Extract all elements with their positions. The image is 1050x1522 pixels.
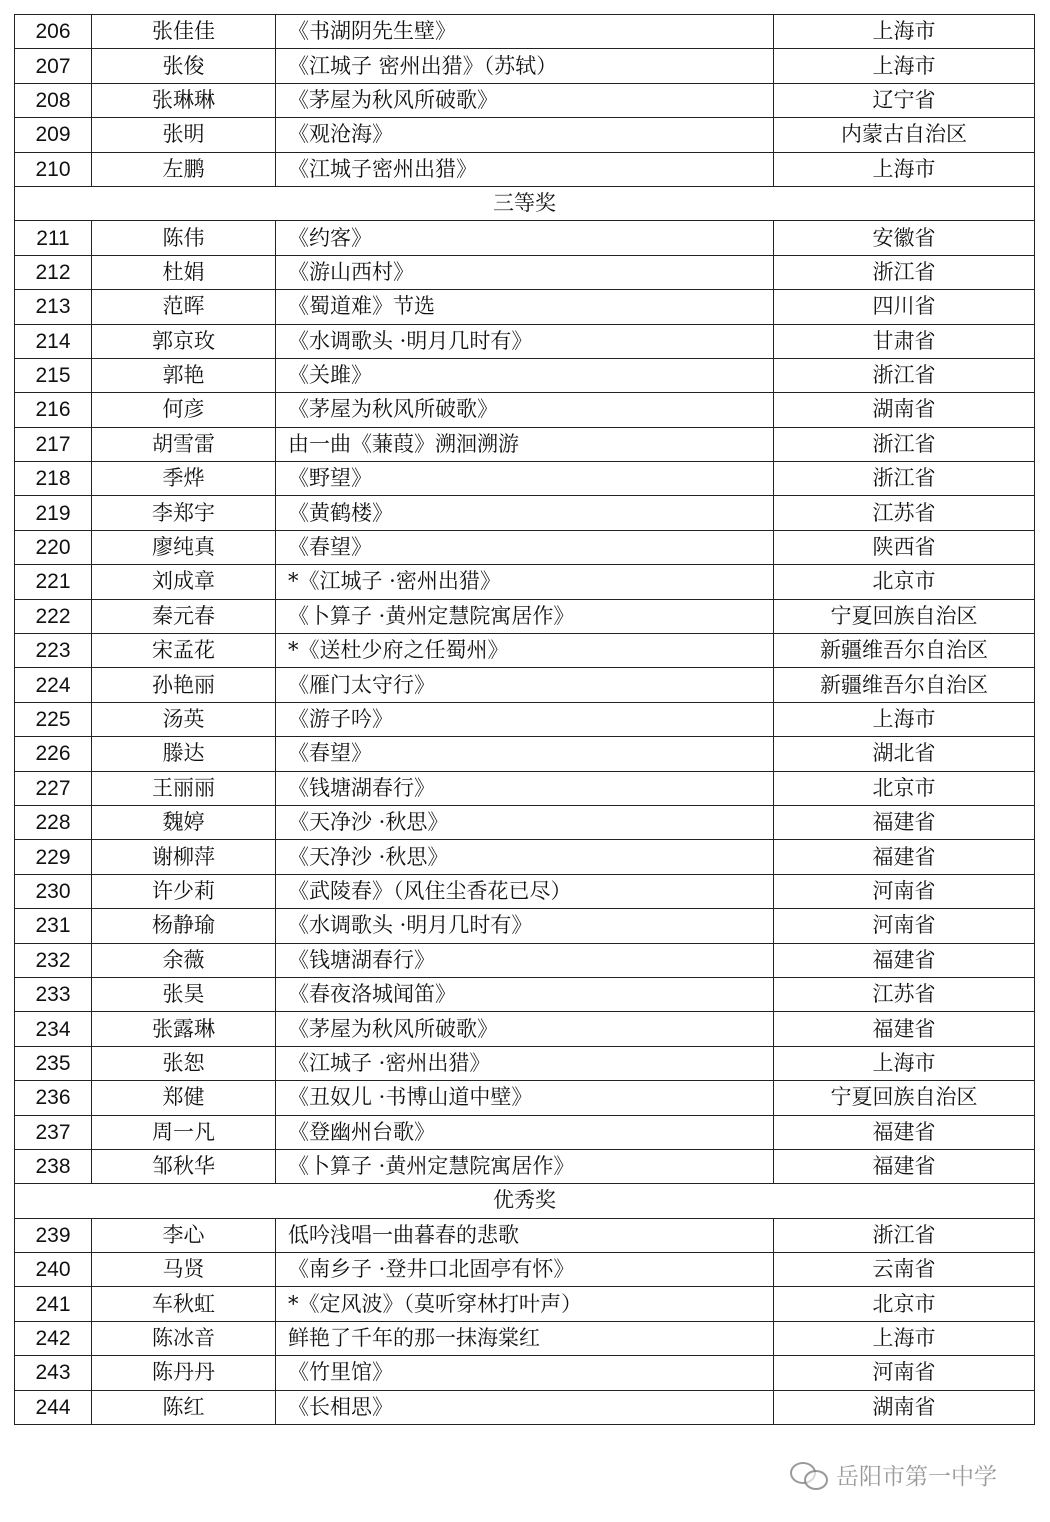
table-row <box>15 83 1035 117</box>
award-list-table <box>14 14 1035 1425</box>
row-number: 230 <box>15 874 92 908</box>
row-number: 234 <box>15 1012 92 1046</box>
work-title: 《观沧海》 <box>276 118 774 152</box>
participant-name: 陈冰音 <box>92 1321 276 1355</box>
work-title: 《游山西村》 <box>276 255 774 289</box>
province: 江苏省 <box>774 977 1035 1011</box>
table-row <box>15 49 1035 83</box>
participant-name: 季烨 <box>92 462 276 496</box>
province: 湖南省 <box>774 393 1035 427</box>
participant-name: 宋孟花 <box>92 634 276 668</box>
participant-name: 王丽丽 <box>92 771 276 805</box>
row-number: 215 <box>15 358 92 392</box>
table-row <box>15 805 1035 839</box>
work-title: 鲜艳了千年的那一抹海棠红 <box>276 1321 774 1355</box>
participant-name: 周一凡 <box>92 1115 276 1149</box>
province: 辽宁省 <box>774 83 1035 117</box>
province: 上海市 <box>774 702 1035 736</box>
row-number: 239 <box>15 1218 92 1252</box>
work-title: 《钱塘湖春行》 <box>276 943 774 977</box>
work-title: 《卜算子 ·黄州定慧院寓居作》 <box>276 1149 774 1183</box>
province: 福建省 <box>774 1012 1035 1046</box>
province: 安徽省 <box>774 221 1035 255</box>
row-number: 244 <box>15 1390 92 1424</box>
table-row <box>15 290 1035 324</box>
work-title: 《天净沙 ·秋思》 <box>276 840 774 874</box>
work-title: 《长相思》 <box>276 1390 774 1424</box>
table-row <box>15 496 1035 530</box>
row-number: 220 <box>15 530 92 564</box>
table-row <box>15 1390 1035 1424</box>
work-title: *《送杜少府之任蜀州》 <box>276 634 774 668</box>
work-title: 《水调歌头 ·明月几时有》 <box>276 324 774 358</box>
row-number: 212 <box>15 255 92 289</box>
participant-name: 廖纯真 <box>92 530 276 564</box>
participant-name: 杜娟 <box>92 255 276 289</box>
work-title: 《茅屋为秋风所破歌》 <box>276 83 774 117</box>
table-row <box>15 1356 1035 1390</box>
table-row <box>15 943 1035 977</box>
row-number: 228 <box>15 805 92 839</box>
row-number: 222 <box>15 599 92 633</box>
participant-name: 邹秋华 <box>92 1149 276 1183</box>
participant-name: 陈伟 <box>92 221 276 255</box>
province: 河南省 <box>774 1356 1035 1390</box>
row-number: 240 <box>15 1253 92 1287</box>
table-row <box>15 874 1035 908</box>
row-number: 238 <box>15 1149 92 1183</box>
participant-name: 张俊 <box>92 49 276 83</box>
work-title: 《武陵春》（风住尘香花已尽） <box>276 874 774 908</box>
table-row <box>15 977 1035 1011</box>
table-row <box>15 737 1035 771</box>
participant-name: 杨静瑜 <box>92 909 276 943</box>
province: 上海市 <box>774 15 1035 49</box>
work-title: 《黄鹤楼》 <box>276 496 774 530</box>
table-row <box>15 1115 1035 1149</box>
row-number: 216 <box>15 393 92 427</box>
row-number: 211 <box>15 221 92 255</box>
table-row <box>15 668 1035 702</box>
table-row <box>15 840 1035 874</box>
row-number: 229 <box>15 840 92 874</box>
work-title: 《书湖阴先生壁》 <box>276 15 774 49</box>
participant-name: 刘成章 <box>92 565 276 599</box>
row-number: 236 <box>15 1081 92 1115</box>
province: 云南省 <box>774 1253 1035 1287</box>
province: 湖北省 <box>774 737 1035 771</box>
work-title: 《春望》 <box>276 530 774 564</box>
row-number: 225 <box>15 702 92 736</box>
province: 新疆维吾尔自治区 <box>774 634 1035 668</box>
province: 上海市 <box>774 152 1035 186</box>
table-row <box>15 1218 1035 1252</box>
row-number: 233 <box>15 977 92 1011</box>
table-row <box>15 427 1035 461</box>
province: 上海市 <box>774 1046 1035 1080</box>
row-number: 224 <box>15 668 92 702</box>
table-row <box>15 152 1035 186</box>
table-row <box>15 702 1035 736</box>
province: 北京市 <box>774 565 1035 599</box>
province: 福建省 <box>774 805 1035 839</box>
table-row <box>15 221 1035 255</box>
work-title: 《水调歌头 ·明月几时有》 <box>276 909 774 943</box>
table-row <box>15 1149 1035 1183</box>
work-title: 《茅屋为秋风所破歌》 <box>276 393 774 427</box>
participant-name: 左鹏 <box>92 152 276 186</box>
work-title: 《钱塘湖春行》 <box>276 771 774 805</box>
table-row <box>15 599 1035 633</box>
work-title: 《卜算子 ·黄州定慧院寓居作》 <box>276 599 774 633</box>
province: 上海市 <box>774 49 1035 83</box>
participant-name: 汤英 <box>92 702 276 736</box>
participant-name: 李郑宇 <box>92 496 276 530</box>
province: 四川省 <box>774 290 1035 324</box>
table-row <box>15 1012 1035 1046</box>
work-title: 《登幽州台歌》 <box>276 1115 774 1149</box>
table-row <box>15 530 1035 564</box>
participant-name: 张露琳 <box>92 1012 276 1046</box>
province: 河南省 <box>774 909 1035 943</box>
row-number: 243 <box>15 1356 92 1390</box>
row-number: 242 <box>15 1321 92 1355</box>
watermark <box>790 1458 997 1491</box>
province: 内蒙古自治区 <box>774 118 1035 152</box>
row-number: 227 <box>15 771 92 805</box>
participant-name: 陈丹丹 <box>92 1356 276 1390</box>
table-row <box>15 15 1035 49</box>
participant-name: 秦元春 <box>92 599 276 633</box>
wechat-icon <box>790 1460 830 1490</box>
table-row <box>15 1321 1035 1355</box>
row-number: 226 <box>15 737 92 771</box>
province: 上海市 <box>774 1321 1035 1355</box>
row-number: 232 <box>15 943 92 977</box>
table-row <box>15 393 1035 427</box>
participant-name: 许少莉 <box>92 874 276 908</box>
participant-name: 张昊 <box>92 977 276 1011</box>
participant-name: 范晖 <box>92 290 276 324</box>
participant-name: 滕达 <box>92 737 276 771</box>
province: 浙江省 <box>774 462 1035 496</box>
table-row <box>15 1081 1035 1115</box>
table-row <box>15 1253 1035 1287</box>
table-row <box>15 358 1035 392</box>
table-row <box>15 1046 1035 1080</box>
work-title: 《关雎》 <box>276 358 774 392</box>
province: 宁夏回族自治区 <box>774 1081 1035 1115</box>
table-row <box>15 565 1035 599</box>
award-section-header <box>15 186 1035 220</box>
work-title: 《天净沙 ·秋思》 <box>276 805 774 839</box>
work-title: 《江城子 ·密州出猎》 <box>276 1046 774 1080</box>
province: 北京市 <box>774 771 1035 805</box>
row-number: 219 <box>15 496 92 530</box>
province: 北京市 <box>774 1287 1035 1321</box>
province: 陕西省 <box>774 530 1035 564</box>
province: 河南省 <box>774 874 1035 908</box>
row-number: 237 <box>15 1115 92 1149</box>
province: 甘肃省 <box>774 324 1035 358</box>
award-section-header <box>15 1184 1035 1218</box>
row-number: 223 <box>15 634 92 668</box>
province: 浙江省 <box>774 1218 1035 1252</box>
table-row <box>15 255 1035 289</box>
participant-name: 郭京玫 <box>92 324 276 358</box>
row-number: 231 <box>15 909 92 943</box>
row-number: 207 <box>15 49 92 83</box>
work-title: 《春夜洛城闻笛》 <box>276 977 774 1011</box>
table-row <box>15 118 1035 152</box>
participant-name: 魏婷 <box>92 805 276 839</box>
province: 宁夏回族自治区 <box>774 599 1035 633</box>
participant-name: 张恕 <box>92 1046 276 1080</box>
work-title: 《蜀道难》节选 <box>276 290 774 324</box>
work-title: 《雁门太守行》 <box>276 668 774 702</box>
work-title: *《定风波》（莫听穿林打叶声） <box>276 1287 774 1321</box>
row-number: 241 <box>15 1287 92 1321</box>
province: 湖南省 <box>774 1390 1035 1424</box>
row-number: 221 <box>15 565 92 599</box>
table-row <box>15 462 1035 496</box>
work-title: 《约客》 <box>276 221 774 255</box>
participant-name: 胡雪雷 <box>92 427 276 461</box>
participant-name: 李心 <box>92 1218 276 1252</box>
participant-name: 马贤 <box>92 1253 276 1287</box>
work-title: 《野望》 <box>276 462 774 496</box>
row-number: 206 <box>15 15 92 49</box>
table-row <box>15 324 1035 358</box>
row-number: 208 <box>15 83 92 117</box>
participant-name: 何彦 <box>92 393 276 427</box>
participant-name: 张佳佳 <box>92 15 276 49</box>
table-row <box>15 1287 1035 1321</box>
work-title: *《江城子 ·密州出猎》 <box>276 565 774 599</box>
table-row <box>15 634 1035 668</box>
row-number: 213 <box>15 290 92 324</box>
work-title: 《江城子密州出猎》 <box>276 152 774 186</box>
table-row <box>15 771 1035 805</box>
row-number: 209 <box>15 118 92 152</box>
province: 浙江省 <box>774 358 1035 392</box>
participant-name: 张明 <box>92 118 276 152</box>
participant-name: 郭艳 <box>92 358 276 392</box>
row-number: 235 <box>15 1046 92 1080</box>
work-title: 《江城子 密州出猎》（苏轼） <box>276 49 774 83</box>
section-title: 三等奖 <box>15 186 1035 220</box>
participant-name: 车秋虹 <box>92 1287 276 1321</box>
table-row <box>15 909 1035 943</box>
row-number: 217 <box>15 427 92 461</box>
work-title: 由一曲《蒹葭》溯洄溯游 <box>276 427 774 461</box>
participant-name: 郑健 <box>92 1081 276 1115</box>
province: 新疆维吾尔自治区 <box>774 668 1035 702</box>
province: 福建省 <box>774 943 1035 977</box>
watermark-text: 岳阳市第一中学 <box>836 1464 997 1490</box>
row-number: 214 <box>15 324 92 358</box>
work-title: 《游子吟》 <box>276 702 774 736</box>
work-title: 《竹里馆》 <box>276 1356 774 1390</box>
participant-name: 陈红 <box>92 1390 276 1424</box>
participant-name: 孙艳丽 <box>92 668 276 702</box>
section-title: 优秀奖 <box>15 1184 1035 1218</box>
work-title: 《丑奴儿 ·书博山道中壁》 <box>276 1081 774 1115</box>
participant-name: 余薇 <box>92 943 276 977</box>
participant-name: 张琳琳 <box>92 83 276 117</box>
province: 江苏省 <box>774 496 1035 530</box>
province: 福建省 <box>774 1115 1035 1149</box>
work-title: 《春望》 <box>276 737 774 771</box>
row-number: 210 <box>15 152 92 186</box>
participant-name: 谢柳萍 <box>92 840 276 874</box>
province: 浙江省 <box>774 255 1035 289</box>
work-title: 《南乡子 ·登井口北固亭有怀》 <box>276 1253 774 1287</box>
row-number: 218 <box>15 462 92 496</box>
work-title: 低吟浅唱一曲暮春的悲歌 <box>276 1218 774 1252</box>
province: 福建省 <box>774 1149 1035 1183</box>
province: 浙江省 <box>774 427 1035 461</box>
work-title: 《茅屋为秋风所破歌》 <box>276 1012 774 1046</box>
province: 福建省 <box>774 840 1035 874</box>
